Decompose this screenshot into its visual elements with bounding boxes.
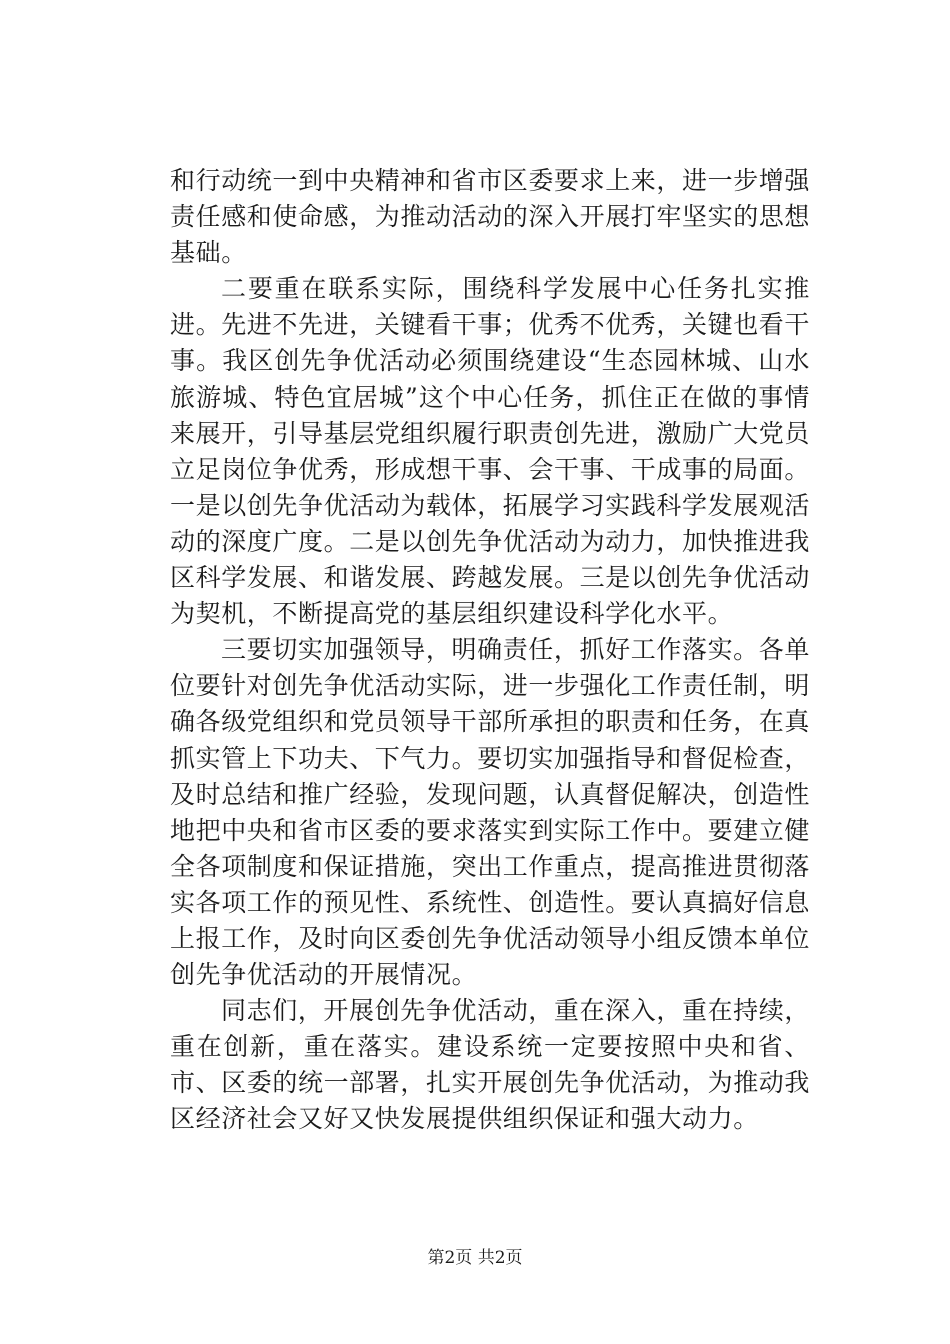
page-footer: 第2页 共2页 — [427, 1248, 523, 1268]
paragraph-second-point: 二要重在联系实际，围绕科学发展中心任务扎实推进。先进不先进，关键看干事；优秀不优秀，关键也看干事。我区创先争优活动必须围绕建设“生态园林城、山水旅游城、特色宜居城”这个中心任务，抓住正在做的事情来展开，引导基层党组织履行职责创先进，激励广大党员立足岗位争优秀，形成想干事、会干事、干成事的局面。一是以创先争优活动为载体，拓展学习实践科学发展观活动的深度广度。二是以创先争优活动为动力，加快推进我区科学发展、和谐发展、跨越发展。三是以创先争优活动为契机，不断提高党的基层组织建设科学化水平。 — [170, 274, 811, 629]
paragraph-closing: 同志们，开展创先争优活动，重在深入，重在持续，重在创新，重在落实。建设系统一定要按照中央和省、市、区委的统一部署，扎实开展创先争优活动，为推动我区经济社会又好又快发展提供组织保证和强大动力。 — [170, 996, 811, 1134]
paragraph-continuation: 和行动统一到中央精神和省市区委要求上来，进一步增强责任感和使命感，为推动活动的深入开展打牢坚实的思想基础。 — [170, 166, 811, 268]
document-body — [170, 163, 810, 1138]
paragraph-third-point: 三要切实加强领导，明确责任，抓好工作落实。各单位要针对创先争优活动实际，进一步强化工作责任制，明确各级党组织和党员领导干部所承担的职责和任务，在真抓实管上下功夫、下气力。要切实加强指导和督促检查，及时总结和推广经验，发现问题，认真督促解决，创造性地把中央和省市区委的要求落实到实际工作中。要建立健全各项制度和保证措施，突出工作重点，提高推进贯彻落实各项工作的预见性、系统性、创造性。要认真搞好信息上报工作，及时向区委创先争优活动领导小组反馈本单位创先争优活动的开展情况。 — [170, 635, 811, 990]
